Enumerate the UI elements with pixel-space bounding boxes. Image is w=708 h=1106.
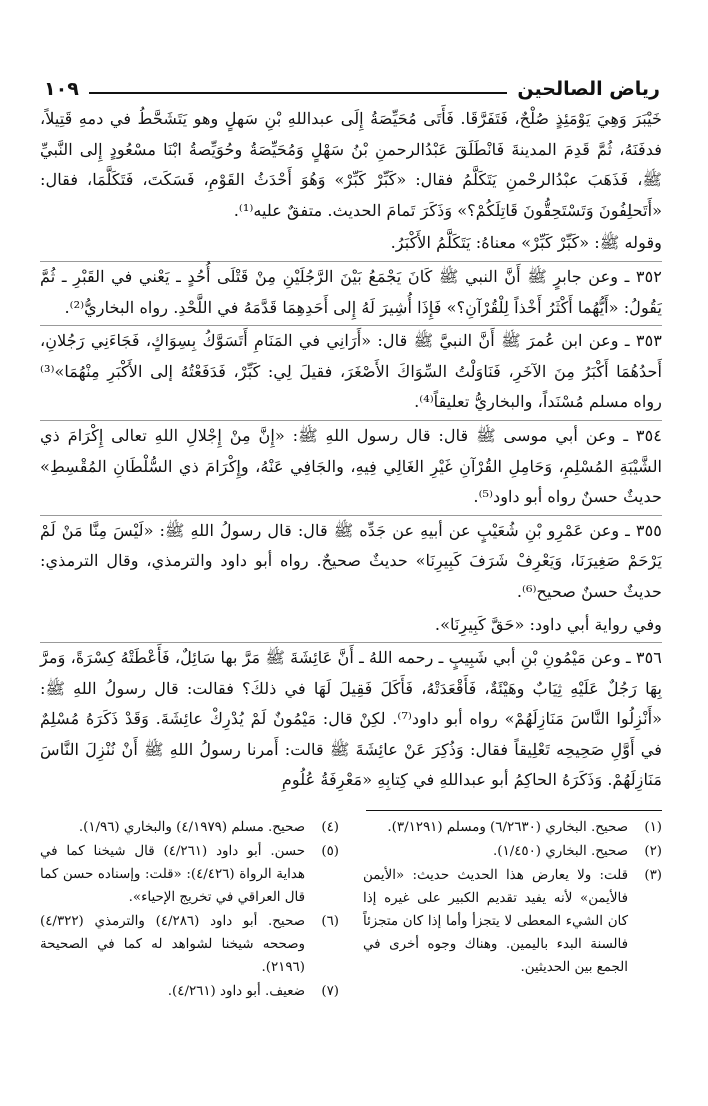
footnote-number: (٥) [321, 844, 339, 859]
footnote-text: حسن. أبو داود (٤/٢٦١) قال شيخنا كما في هداية الرواة (٤/٤٢٦): «قلت: وإسناده حسن كما قال العراقي في تخريج الإحياء». [40, 844, 305, 905]
book-title: رياض الصالحين [517, 78, 660, 100]
footnote-rule [366, 810, 662, 811]
footnote-1 [363, 816, 662, 839]
footnotes-left-column [40, 816, 351, 1004]
footnote-2 [363, 840, 662, 863]
footnote-number: (٢) [644, 844, 662, 859]
paragraph-note: وقوله ﷺ: «كَبِّرْ كَبِّرْ» معناهُ: يَتَكَلَّمُ الأَكْبَرُ. [390, 233, 662, 253]
hadith-356: ٣٥٦ ـ وعن مَيْمُونِ بْنِ أبي شَبِيبٍ ـ رحمه اللهُ ـ أَنَّ عَائِشَةَ ﷺ مَرَّ بها سَائِلٌ، فَأَعْطَتْهُ كِسْرَةً، وَمرَّ بِهَا رَجُلٌ عَلَيْهِ ثِيَابٌ وهَيْئَةٌ، فَأَقْعَدَتْهُ، فَأَكَلَ فَقِيلَ لَهَا في ذلكَ؟ فقالت: قال رسولُ اللهِ ﷺ: «أَنْزِلُوا النَّاسَ مَنَازِلَهُمْ» رواه أبو داود⁽⁷⁾. لكِنْ قال: مَيْمُونٌ لَمْ يُدْرِكْ عائِشَةَ. وَقَدْ ذَكَرَهُ مُسْلِمٌ في أَوَّلِ صَحِيحِه تَعْلِيقاً فقال: وَذُكِرَ عَنْ عائِشَةَ ﷺ قالت: أَمرنا رسولُ اللهِ ﷺ أَنْ نُنْزِلَ النَّاسَ مَنَازِلَهُمْ. وَذَكَرَهُ الحاكِمُ أبو عبداللهِ في كِتابِهِ «مَعْرِفَةُ عُلُومِ [40, 642, 662, 796]
header-rule [89, 92, 508, 94]
footnote-number: (٦) [321, 914, 339, 929]
footnote-3 [363, 864, 662, 979]
footnote-text: صحيح. مسلم (٤/١٩٧٩) والبخاري (١/٩٦). [78, 820, 305, 835]
footnotes-right-column [351, 816, 662, 1004]
hadith-353: ٣٥٣ ـ وعن ابن عُمرَ ﷺ أَنَّ النبيَّ ﷺ قال: «أَرَانِي في المَنَامِ أَتَسَوَّكُ بِسِوَاكٍ، فَجَاءَنِي رَجُلانِ، أَحدُهُمَا أَكْبَرُ مِنَ الآخَرِ، فَنَاوَلْتُ السِّوَاكَ الأَصْغَرَ، فقيلَ لِي: كَبِّرْ، فَدَفَعْتُهُ إلى الأَكْبَرِ مِنْهُمَا»⁽³⁾ رواه مسلم مُسْنَداً، والبخاريُّ تعليقاً⁽⁴⁾. [40, 325, 662, 418]
page-header [44, 70, 660, 100]
hadith-354: ٣٥٤ ـ وعن أبي موسى ﷺ قال: قال رسول اللهِ ﷺ: «إِنَّ مِنْ إِجْلالِ اللهِ تعالى إِكْرَامَ ذي الشَّيْبَةِ المُسْلِمِ، وَحَامِلِ القُرْآنِ غَيْرِ الغَالِي فِيهِ، والجَافِي عَنْهُ، وإِكْرَامَ ذي السُّلْطَانِ المُقْسِطِ» حديثٌ حسنٌ رواه أبو داود⁽⁵⁾. [40, 420, 662, 513]
footnote-text: قلت: ولا يعارض هذا الحديث حديث: «الأيمن فالأيمن» لأنه يفيد تقديم الكبير على غيره إذا كان الشيء المعطى لا يتجزأ وأما إذا كان متجزئاً فالسنة البدء باليمين. وهناك وجوه أخرى في الجمع بين الحديثين. [363, 868, 628, 975]
footnote-number: (١) [644, 820, 662, 835]
footnote-number: (٣) [644, 868, 662, 883]
footnote-4 [40, 816, 339, 839]
footnote-text: صحيح. أبو داود (٤/٢٨٦) والترمذي (٤/٣٢٢) وصححه شيخنا لشواهد له كما في الصحيحة (٢١٩٦). [40, 914, 305, 975]
footnote-5 [40, 840, 339, 909]
paragraph-riwaya: وفي رواية أبي داود: «حَقَّ كَبِيرِنَا». [434, 614, 662, 634]
main-text [40, 104, 662, 798]
footnote-text: ضعيف. أبو داود (٤/٢٦١). [167, 984, 305, 999]
page-number: ١٠٩ [44, 78, 79, 100]
footnotes [40, 816, 662, 1004]
hadith-355: ٣٥٥ ـ وعن عَمْرِو بْنِ شُعَيْبٍ عن أبيهِ عن جَدِّه ﷺ قال: قال رسولُ اللهِ ﷺ: «لَيْسَ مِنَّا مَنْ لَمْ يَرْحَمْ صَغِيرَنَا، وَيَعْرِفْ شَرَفَ كَبِيرِنَا» حديثٌ صحيحٌ. رواه أبو داود والترمذي، وقال الترمذي: حديثٌ حسنٌ صحيح⁽⁶⁾. [40, 515, 662, 608]
footnote-7 [40, 980, 339, 1003]
paragraph-continuation: خَيْبَرَ وَهِيَ يَوْمَئِذٍ صُلْحٌ، فَتَفَرَّقَا. فَأَتَى مُحَيِّصَةُ إِلَى عبداللهِ بْنِ سَهلٍ وهو يَتَشَحَّطُ في دمهِ قَتِيلاً، فدفَنَهُ، ثُمَّ قَدِمَ المدينةَ فَانْطَلَقَ عَبْدُالرحمنِ بْنُ سَهْلٍ وَمُحَيِّصَةُ وحُوَيِّصةُ ابْنَا مسْعُودٍ إِلى النَّبيِّ ﷺ، فَذَهَبَ عبْدُالرحْمنِ يَتَكَلَّمُ فقال: «كَبِّرْ كَبِّرْ» وَهُوَ أَحْدَثُ القَوْمِ، فَسَكَتَ، فَتَكَلَّمَا، فقال: «أَتَحلِفُونَ وَتَسْتَحِقُّونَ قَاتِلَكُمْ؟» وَذَكَرَ تَمامَ الحديث. متفقٌ عليه⁽¹⁾. [40, 109, 662, 220]
footnote-text: صحيح. البخاري (١/٤٥٠). [493, 844, 628, 859]
footnote-number: (٧) [321, 984, 339, 999]
footnote-text: صحيح. البخاري (٦/٢٦٣٠) ومسلم (٣/١٢٩١). [387, 820, 628, 835]
footnote-number: (٤) [321, 820, 339, 835]
footnote-6 [40, 910, 339, 979]
hadith-352: ٣٥٢ ـ وعن جابرٍ ﷺ أَنَّ النبي ﷺ كَانَ يَجْمَعُ بَيْنَ الرَّجُلَيْنِ مِنْ قَتْلَى أُحُدٍ ـ يَعْني في القَبْرِ ـ ثُمَّ يَقُولُ: «أَيُّهُما أَكْثَرُ أَخْذاً لِلْقُرْآنِ؟» فَإِذَا أُشِيرَ لَهُ إِلى أَحَدِهِمَا قَدَّمَهُ في اللَّحْدِ. رواه البخاريُّ⁽²⁾. [40, 261, 662, 323]
